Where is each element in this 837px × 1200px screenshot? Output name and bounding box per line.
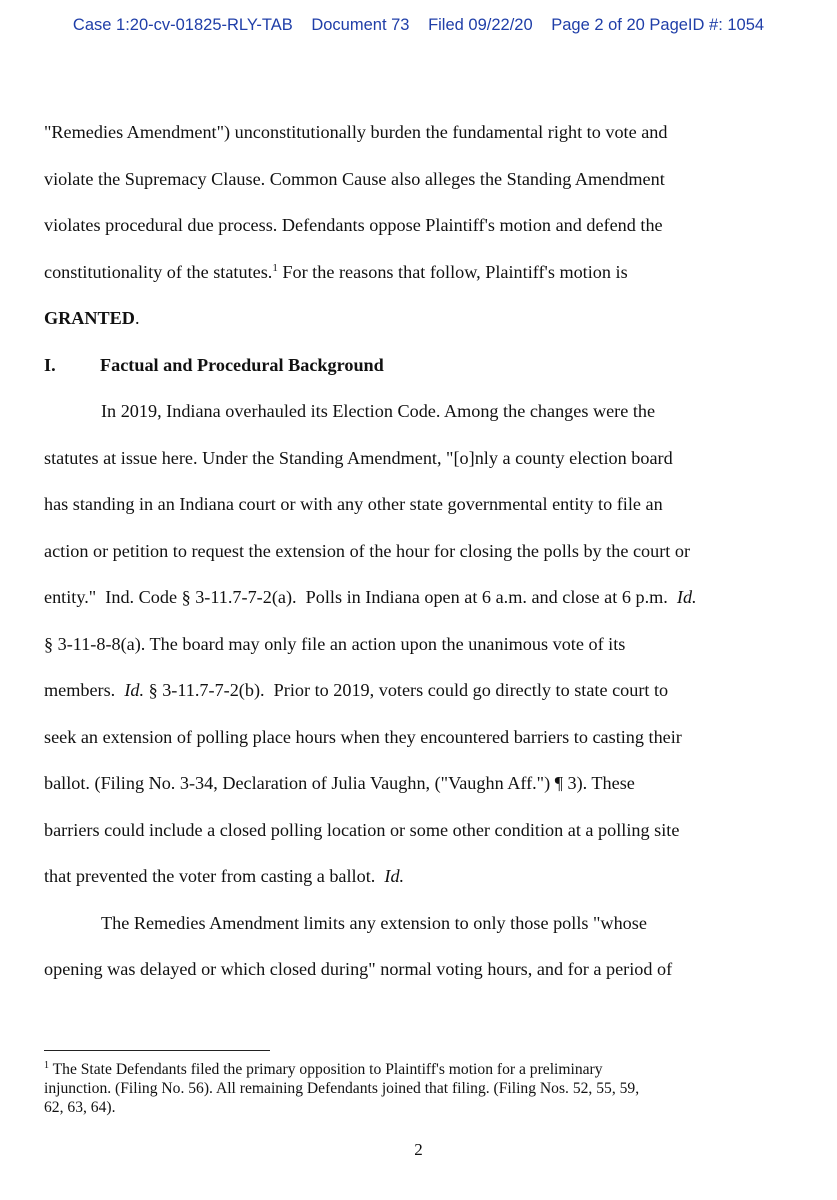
paragraph-2-line-8: seek an extension of polling place hours when they encountered barriers to casting their bbox=[44, 726, 682, 747]
paragraph-1-line-4 bbox=[44, 249, 804, 296]
paragraph-1-line-5 bbox=[44, 295, 804, 342]
case-number: Case 1:20-cv-01825-RLY-TAB bbox=[72, 16, 293, 34]
paragraph-3-line-2: opening was delayed or which closed during" normal voting hours, and for a period of bbox=[44, 959, 673, 979]
text-segment: constitutionality of the statutes. bbox=[44, 261, 273, 282]
paragraph-3-line-1: The Remedies Amendment limits any extension to only those polls "whose bbox=[101, 912, 647, 933]
text-segment: For the reasons that follow, Plaintiff's motion is bbox=[277, 261, 628, 282]
section-title: Factual and Procedural Background bbox=[100, 354, 384, 375]
footnote-divider bbox=[44, 1050, 270, 1051]
case-header bbox=[0, 16, 837, 35]
paragraph-2-line-4: action or petition to request the extension of the hour for closing the polls by the court or bbox=[44, 540, 691, 561]
text-segment: § 3-11.7-7-2(b). Prior to 2019, voters could go directly to state court to bbox=[144, 680, 669, 700]
footnote bbox=[44, 1060, 804, 1117]
text-segment: The State Defendants filed the primary opposition to Plaintiff's motion for a preliminary bbox=[49, 1061, 603, 1078]
document-number: Document 73 bbox=[311, 16, 410, 34]
section-heading bbox=[44, 342, 804, 389]
paragraph-2-line-2: statutes at issue here. Under the Standing Amendment, "[o]nly a county election board bbox=[44, 447, 673, 468]
section-number: I. bbox=[44, 354, 56, 375]
page-number: 2 bbox=[414, 1140, 423, 1159]
id-citation: Id. bbox=[676, 587, 697, 607]
paragraph-1-line-3: violates procedural due process. Defendants oppose Plaintiff's motion and defend the bbox=[44, 215, 663, 235]
footnote-line-2: injunction. (Filing No. 56). All remaining Defendants joined that filing. (Filing Nos. 52, 55, 59, bbox=[44, 1080, 640, 1097]
footnote-line-1 bbox=[44, 1060, 804, 1079]
text-segment: members. bbox=[44, 680, 125, 700]
paragraph-2-line-7 bbox=[44, 667, 804, 714]
text-segment: entity." Ind. Code § 3-11.7-7-2(a). Polls in Indiana open at 6 a.m. and close at 6 p.m. bbox=[44, 587, 677, 607]
paragraph-2-line-5 bbox=[44, 574, 804, 621]
paragraph-1-line-2: violate the Supremacy Clause. Common Cause also alleges the Standing Amendment bbox=[44, 168, 665, 189]
footnote-marker: 1 bbox=[44, 1059, 49, 1071]
footnote-reference[interactable]: 1 bbox=[272, 261, 278, 274]
paragraph-2-line-3: has standing in an Indiana court or with any other state governmental entity to file an bbox=[44, 494, 663, 514]
paragraph-2-line-9: ballot. (Filing No. 3-34, Declaration of Julia Vaughn, ("Vaughn Aff.") ¶ 3). These bbox=[44, 773, 635, 793]
document-body bbox=[44, 109, 804, 993]
page-info: Page 2 of 20 PageID #: 1054 bbox=[551, 16, 765, 34]
paragraph-2-line-10: barriers could include a closed polling location or some other condition at a polling site bbox=[44, 819, 680, 840]
filed-date: Filed 09/22/20 bbox=[428, 16, 533, 34]
id-citation: Id. bbox=[384, 866, 405, 886]
paragraph-2-line-11 bbox=[44, 853, 804, 900]
footnote-line-3: 62, 63, 64). bbox=[44, 1099, 116, 1116]
paragraph-1-line-1: "Remedies Amendment") unconstitutionally burden the fundamental right to vote and bbox=[44, 122, 668, 142]
id-citation: Id. bbox=[124, 680, 145, 700]
text-segment: . bbox=[134, 308, 140, 328]
paragraph-2-line-6: § 3-11-8-8(a). The board may only file an action upon the unanimous vote of its bbox=[44, 633, 626, 654]
granted-text: GRANTED bbox=[44, 308, 135, 328]
text-segment: that prevented the voter from casting a ballot. bbox=[44, 866, 385, 886]
paragraph-2-line-1: In 2019, Indiana overhauled its Election Code. Among the changes were the bbox=[101, 401, 656, 421]
